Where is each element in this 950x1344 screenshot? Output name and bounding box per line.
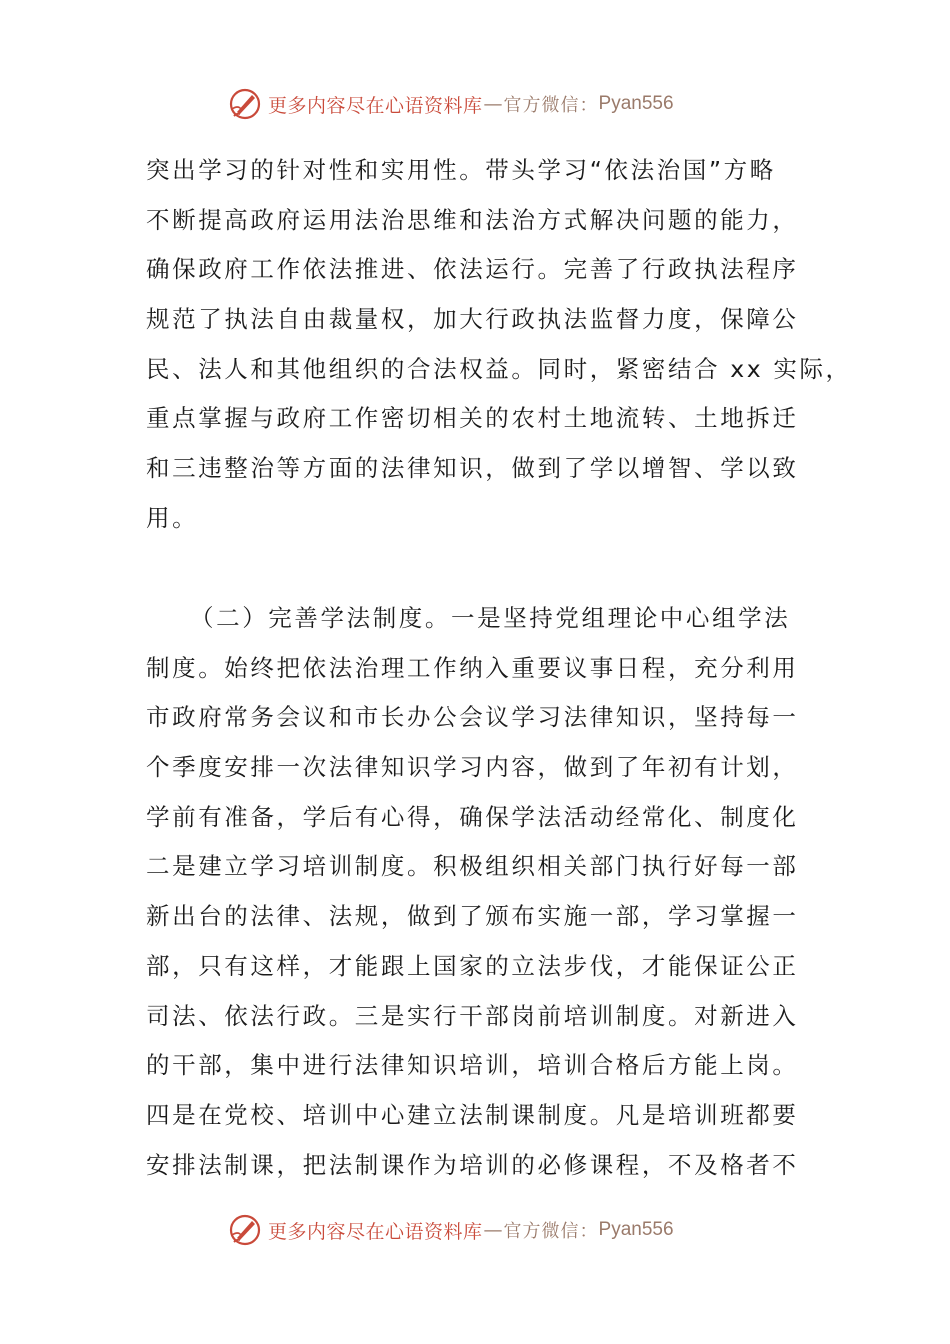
text-line: 确保政府工作依法推进、依法运行。完善了行政执法程序 (146, 255, 799, 284)
text-line: 司法、依法行政。三是实行干部岗前培训制度。对新进入 (146, 1001, 799, 1030)
text-line: 用。 (146, 503, 199, 532)
text-line: 突出学习的针对性和实用性。带头学习“依法治国”方略 (146, 156, 776, 184)
header-watermark-banner (228, 84, 674, 124)
text-line: 的干部，集中进行法律知识培训，培训合格后方能上岗。 (146, 1051, 799, 1080)
banner-main-text: 更多内容尽在心语资料库 (268, 1220, 483, 1243)
text-line: 重点掌握与政府工作密切相关的农村土地流转、土地拆迁 (146, 404, 799, 433)
text-line: 新出台的法律、法规，做到了颁布实施一部，学习掌握一 (146, 902, 799, 931)
banner-wechat-label: 官方微信： (503, 95, 599, 116)
text-line: 安排法制课，把法制课作为培训的必修课程，不及格者不 (146, 1150, 799, 1179)
text-line: 四是在党校、培训中心建立法制课制度。凡是培训班都要 (146, 1100, 799, 1129)
text-line: 学前有准备，学后有心得，确保学法活动经常化、制度化 (146, 802, 799, 831)
banner-separator: — (483, 93, 503, 115)
text-line: 个季度安排一次法律知识学习内容，做到了年初有计划， (146, 753, 799, 782)
footer-watermark-banner (228, 1210, 674, 1250)
pen-quill-logo-icon (228, 1213, 262, 1247)
paragraph-2 (146, 594, 811, 1190)
banner-separator: — (483, 1219, 503, 1241)
text-line: 市政府常务会议和市长办公会议学习法律知识，坚持每一 (146, 703, 799, 732)
text-line: 制度。始终把依法治理工作纳入重要议事日程，充分利用 (146, 653, 799, 682)
banner-main-text: 更多内容尽在心语资料库 (268, 94, 483, 117)
banner-wechat-id: Pyan556 (598, 93, 674, 114)
banner-wechat-label: 官方微信： (503, 1221, 599, 1242)
text-line: 不断提高政府运用法治思维和法治方式解决问题的能力， (146, 205, 799, 234)
text-line: （二）完善学法制度。一是坚持党组理论中心组学法 (190, 604, 791, 632)
text-line: 部，只有这样，才能跟上国家的立法步伐，才能保证公正 (146, 951, 799, 980)
text-line: 二是建立学习培训制度。积极组织相关部门执行好每一部 (146, 852, 799, 881)
banner-wechat-id: Pyan556 (598, 1219, 674, 1240)
text-line: 和三违整治等方面的法律知识，做到了学以增智、学以致 (146, 454, 799, 483)
text-line: 规范了执法自由裁量权，加大行政执法监督力度，保障公 (146, 305, 799, 334)
pen-quill-logo-icon (228, 87, 262, 121)
paragraph-1 (146, 146, 852, 544)
text-line: 民、法人和其他组织的合法权益。同时，紧密结合 xx 实际， (146, 354, 852, 383)
